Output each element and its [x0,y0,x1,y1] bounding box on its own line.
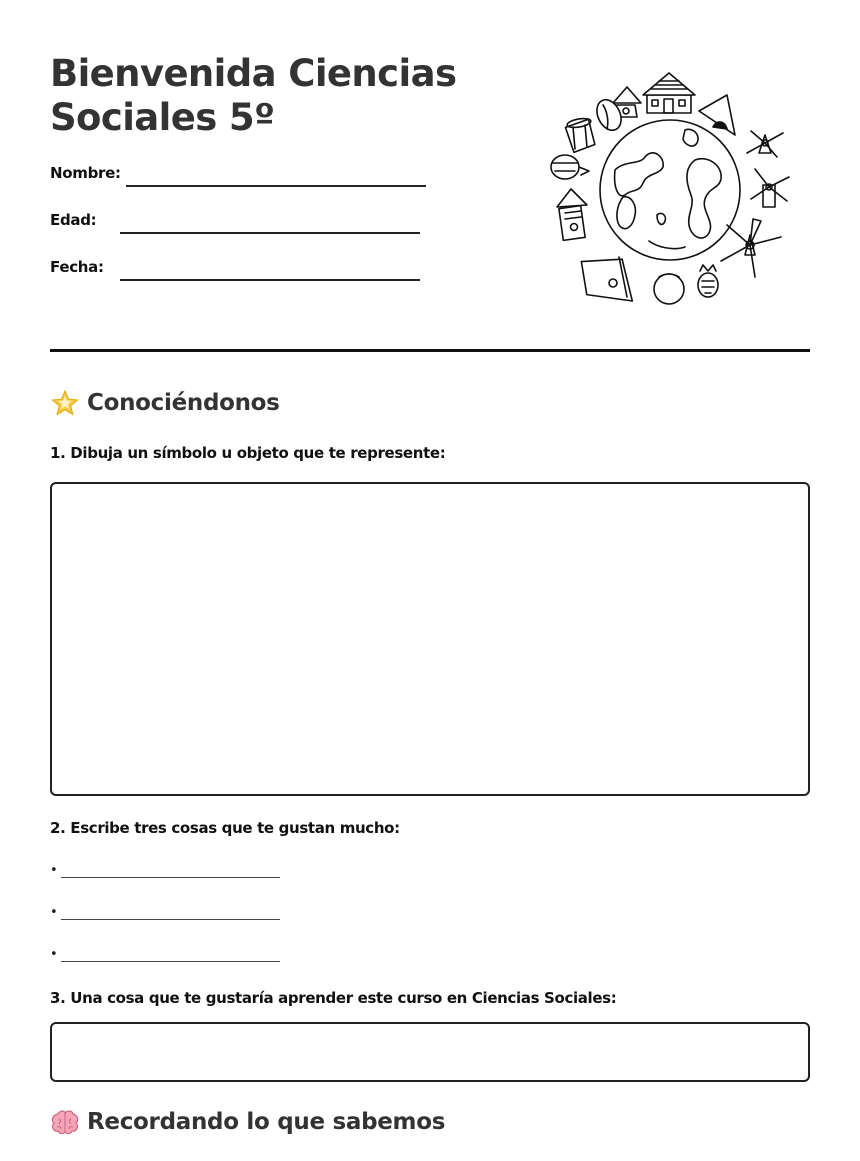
bullet-dot: • [50,947,58,962]
title-line-2: Sociales 5º [50,96,275,139]
age-label: Edad: [50,211,97,229]
answer-line[interactable] [61,919,280,920]
list-item[interactable] [50,862,290,882]
question-2: 2. Escribe tres cosas que te gustan mucho: [50,819,400,837]
bullet-dot: • [50,863,58,878]
answer-box[interactable] [50,1022,810,1082]
bullet-dot: • [50,905,58,920]
answer-line[interactable] [61,961,280,962]
name-field [50,164,430,188]
brain-icon [50,1107,80,1137]
section-divider [50,349,810,352]
date-input-line[interactable] [120,279,420,281]
list-item[interactable] [50,904,290,924]
section-title-text: Conociéndonos [87,390,280,416]
name-input-line[interactable] [126,185,426,187]
section-title-text: Recordando lo que sabemos [87,1109,446,1135]
question-1: 1. Dibuja un símbolo u objeto que te represente: [50,444,446,462]
list-item[interactable] [50,946,290,966]
date-field [50,258,430,282]
question-3: 3. Una cosa que te gustaría aprender este curso en Ciencias Sociales: [50,989,617,1007]
star-icon [50,388,80,418]
world-cultures-globe-icon [545,65,790,310]
age-input-line[interactable] [120,232,420,234]
name-label: Nombre: [50,164,121,182]
title-line-1: Bienvenida Ciencias [50,52,457,95]
page-title [50,52,490,140]
answer-line[interactable] [61,877,280,878]
age-field [50,211,430,235]
section-title-recordando [50,1107,445,1137]
section-title-conociendonos [50,388,280,418]
drawing-area[interactable] [50,482,810,796]
date-label: Fecha: [50,258,104,276]
